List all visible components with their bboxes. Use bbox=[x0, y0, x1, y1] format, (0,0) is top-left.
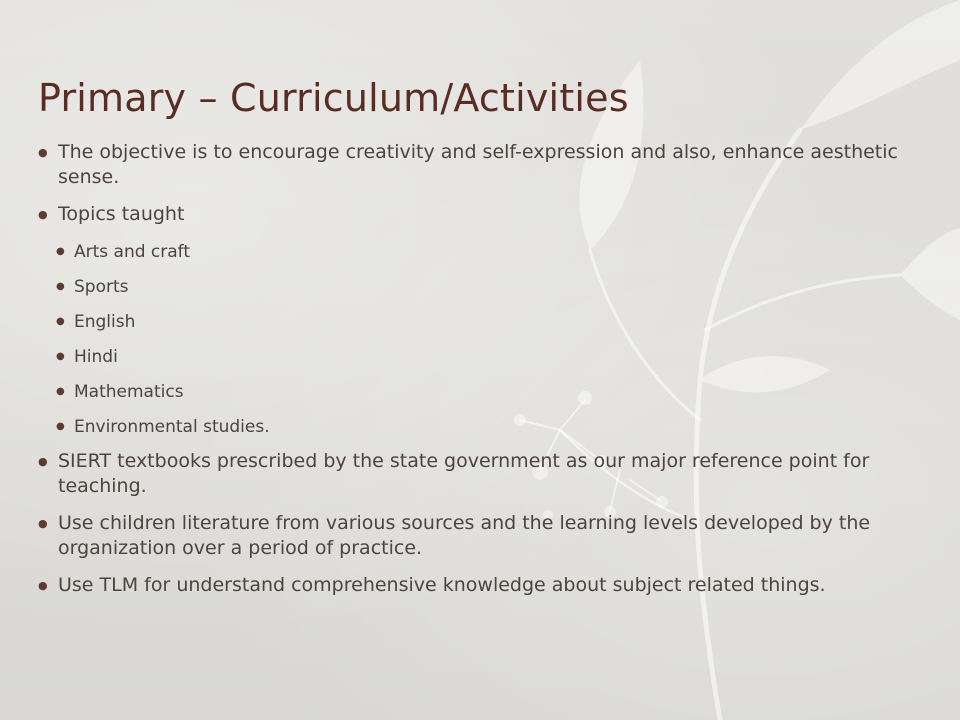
list-item-text: The objective is to encourage creativity and self-expression and also, enhance aesthetic sense. bbox=[58, 141, 898, 188]
bullet-dot-icon: ● bbox=[38, 517, 48, 530]
sub-list-item-text: Sports bbox=[74, 277, 129, 297]
list-item bbox=[38, 202, 928, 227]
sub-list-item bbox=[38, 309, 928, 335]
sub-list-item bbox=[38, 379, 928, 405]
sub-list-item bbox=[38, 414, 928, 440]
bullet-list bbox=[38, 140, 928, 610]
bullet-dot-icon: ● bbox=[56, 316, 65, 327]
list-item-text: SIERT textbooks prescribed by the state government as our major reference point for teaching. bbox=[58, 450, 870, 497]
bullet-dot-icon: ● bbox=[38, 579, 48, 592]
page-title: Primary – Curriculum/Activities bbox=[38, 76, 629, 120]
sub-list-item-text: Environmental studies. bbox=[74, 417, 270, 437]
list-item bbox=[38, 511, 928, 561]
list-item bbox=[38, 449, 928, 499]
sub-list-item-text: English bbox=[74, 312, 136, 332]
list-item-text: Use children literature from various sources and the learning levels developed by the organization over a period of practice. bbox=[58, 512, 871, 559]
sub-list-item bbox=[38, 274, 928, 300]
sub-list-item-text: Mathematics bbox=[74, 382, 184, 402]
bullet-dot-icon: ● bbox=[56, 351, 65, 362]
bullet-dot-icon: ● bbox=[56, 421, 65, 432]
sub-list-item-text: Hindi bbox=[74, 347, 118, 367]
list-item-text: Topics taught bbox=[58, 203, 185, 225]
list-item bbox=[38, 140, 928, 190]
sub-list-item bbox=[38, 344, 928, 370]
bullet-dot-icon: ● bbox=[38, 208, 48, 221]
list-item bbox=[38, 573, 928, 598]
list-item-text: Use TLM for understand comprehensive knowledge about subject related things. bbox=[58, 574, 826, 596]
bullet-dot-icon: ● bbox=[38, 455, 48, 468]
bullet-dot-icon: ● bbox=[56, 246, 65, 257]
sub-list-item-text: Arts and craft bbox=[74, 242, 191, 262]
bullet-dot-icon: ● bbox=[38, 146, 48, 159]
bullet-dot-icon: ● bbox=[56, 281, 65, 292]
bullet-dot-icon: ● bbox=[56, 386, 65, 397]
sub-list-item bbox=[38, 239, 928, 265]
